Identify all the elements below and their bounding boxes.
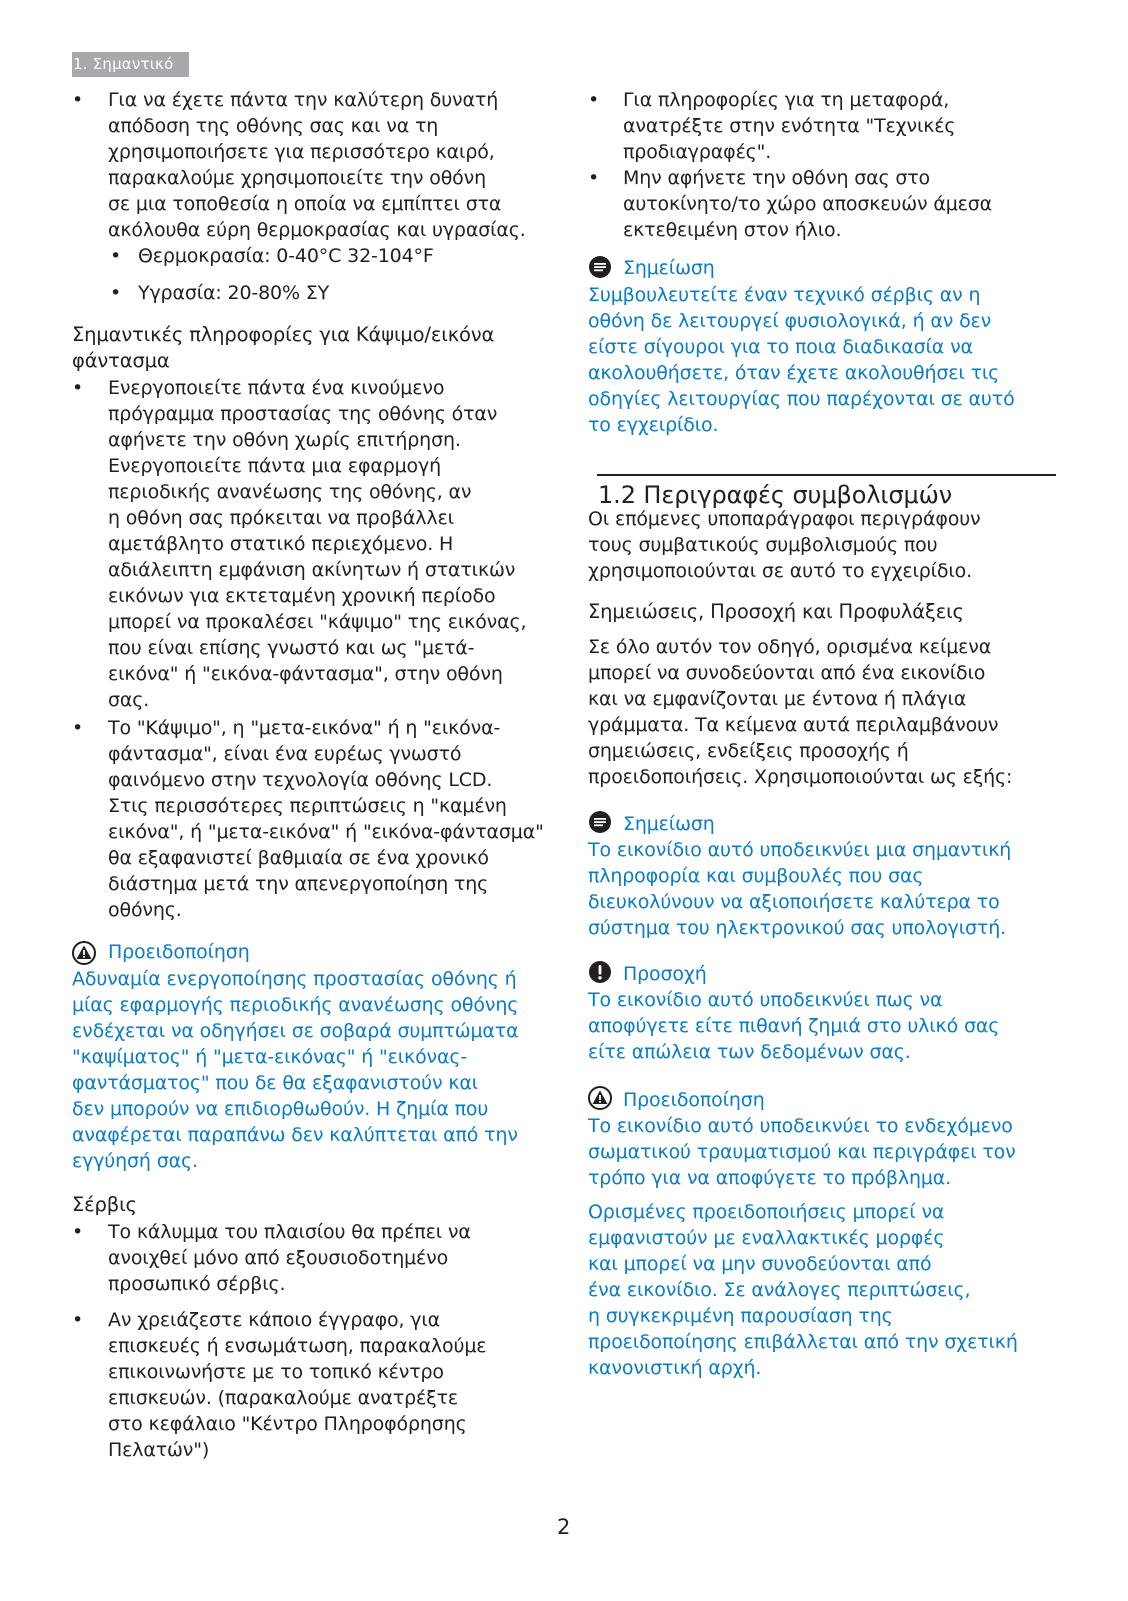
section-tag: 1. Σημαντικό bbox=[72, 52, 189, 77]
burn-in-text-line: φάντασμα", είναι ένα ευρέως γνωστό bbox=[108, 743, 462, 765]
section-rule bbox=[597, 474, 1056, 476]
note-text-line: οθόνη δε λειτουργεί φυσιολογικά, ή αν δεν bbox=[588, 310, 992, 332]
caution-text-line: αποφύγετε είτε πιθανή ζημιά στο υλικό σας bbox=[588, 1015, 1000, 1037]
service-text-line: Πελατών") bbox=[108, 1439, 210, 1461]
warning-text-line: Αδυναμία ενεργοποίησης προστασίας οθόνης ή bbox=[72, 968, 517, 990]
caution-text-line: είτε απώλεια των δεδομένων σας. bbox=[588, 1041, 911, 1063]
burn-in-text-line: αδιάλειπτη εμφάνιση ακίνητων ή στατικών bbox=[108, 559, 516, 581]
bullet-service-2: • bbox=[72, 1309, 84, 1331]
page-number: 2 bbox=[557, 1515, 571, 1539]
service-text-line: Αν χρειάζεστε κάποιο έγγραφο, για bbox=[108, 1309, 441, 1331]
intro-text-line: τους συμβατικούς συμβολισμούς που bbox=[588, 534, 938, 556]
final-text-line: Ορισμένες προειδοποιήσεις μπορεί να bbox=[588, 1201, 945, 1223]
final-text-line: και μπορεί να μην συνοδεύονται από bbox=[588, 1253, 932, 1275]
burn-in-text-line: εικόνα", ή "μετα-εικόνα" ή "εικόνα-φάντασμα" bbox=[108, 821, 544, 843]
service-text-line: προσωπικό σέρβις. bbox=[108, 1273, 286, 1295]
service-text-line: στο κεφάλαιο "Κέντρο Πληροφόρησης bbox=[108, 1413, 467, 1435]
burn-in-heading: Σημαντικές πληροφορίες για Κάψιμο/εικόνα bbox=[72, 323, 495, 346]
final-text-line: ένα εικονίδιο. Σε ανάλογες περιπτώσεις, bbox=[588, 1279, 971, 1301]
note-title: Σημείωση bbox=[623, 257, 715, 279]
final-text-line: προειδοποίησης επιβάλλεται από την σχετική bbox=[588, 1331, 1018, 1353]
caution-icon bbox=[588, 960, 612, 984]
burn-in-text-line: οθόνης. bbox=[108, 899, 182, 921]
burn-in-text-line: που είναι επίσης γνωστό και ως "μετά- bbox=[108, 637, 475, 659]
env-text-line: χρησιμοποιήσετε για περισσότερο καιρό, bbox=[108, 141, 495, 163]
service-text-line: ανοιχθεί μόνο από εξουσιοδοτημένο bbox=[108, 1247, 449, 1269]
final-text-line: η συγκεκριμένη παρουσίαση της bbox=[588, 1305, 893, 1327]
warning-icon bbox=[72, 941, 96, 965]
burn-in-text-line: θα εξαφανιστεί βαθμιαία σε ένα χρονικό bbox=[108, 847, 489, 869]
car-text-line: αυτοκίνητο/το χώρο αποσκευών άμεσα bbox=[623, 193, 993, 215]
bullet-temp: • bbox=[110, 245, 122, 267]
intro-text-line: Οι επόμενες υποπαράγραφοι περιγράφουν bbox=[588, 508, 981, 530]
final-text-line: εμφανιστούν με εναλλακτικές μορφές bbox=[588, 1227, 945, 1249]
warning-text-line: Το εικονίδιο αυτό υποδεικνύει το ενδεχόμενο bbox=[588, 1115, 1013, 1137]
warning-title: Προειδοποίηση bbox=[623, 1089, 765, 1111]
bullet-service-1: • bbox=[72, 1221, 84, 1243]
burn-in-text-line: Το "Κάψιμο", η "μετα-εικόνα" ή η "εικόνα- bbox=[108, 717, 501, 739]
note-title: Σημείωση bbox=[623, 813, 715, 835]
burn-in-text-line: πρόγραμμα προστασίας της οθόνης όταν bbox=[108, 403, 498, 425]
warning-text-line: τρόπο για να αποφύγετε το πρόβλημα. bbox=[588, 1167, 952, 1189]
transport-text-line: προδιαγραφές". bbox=[623, 141, 772, 163]
humidity-spec: Υγρασία: 20-80% ΣΥ bbox=[138, 282, 330, 304]
notes-text-line: και να εμφανίζονται με έντονα ή πλάγια bbox=[588, 688, 967, 710]
env-text-line: παρακαλούμε χρησιμοποιείτε την οθόνη bbox=[108, 167, 486, 189]
warning-text-line: σωματικού τραυματισμού και περιγράφει τον bbox=[588, 1141, 1016, 1163]
note-text-line: Συμβουλευτείτε έναν τεχνικό σέρβις αν η bbox=[588, 284, 981, 306]
note-icon bbox=[588, 255, 612, 279]
intro-text-line: χρησιμοποιούνται σε αυτό το εγχειρίδιο. bbox=[588, 560, 973, 582]
section-title: 1.2 Περιγραφές συμβολισμών bbox=[598, 481, 953, 509]
service-text-line: επισκευές ή ενσωμάτωση, παρακαλούμε bbox=[108, 1335, 487, 1357]
burn-in-text-line: διάστημα μετά την απενεργοποίηση της bbox=[108, 873, 489, 895]
env-text-line: σε μια τοποθεσία η οποία να εμπίπτει στα bbox=[108, 193, 502, 215]
notes-text-line: Σε όλο αυτόν τον οδηγό, ορισμένα κείμενα bbox=[588, 636, 992, 658]
burn-in-text-line: εικόνων για εκτεταμένη χρονική περίοδο bbox=[108, 585, 496, 607]
notes-text-line: σημειώσεις, ενδείξεις προσοχής ή bbox=[588, 740, 909, 762]
bullet-burn-2: • bbox=[72, 717, 84, 739]
note-text-line: Το εικονίδιο αυτό υποδεικνύει μια σημαντική bbox=[588, 839, 1012, 861]
note-icon bbox=[588, 810, 612, 834]
note-text-line: διευκολύνουν να αξιοποιήσετε καλύτερα το bbox=[588, 891, 1000, 913]
burn-in-text-line: Στις περισσότερες περιπτώσεις η "καμένη bbox=[108, 795, 507, 817]
bullet-env: • bbox=[72, 89, 84, 111]
warning-text-line: εγγύησή σας. bbox=[72, 1150, 198, 1172]
note-text-line: το εγχειρίδιο. bbox=[588, 414, 719, 436]
transport-text-line: Για πληροφορίες για τη μεταφορά, bbox=[623, 89, 950, 111]
temperature-spec: Θερμοκρασία: 0-40°C 32-104°F bbox=[138, 245, 434, 267]
caution-title: Προσοχή bbox=[623, 963, 707, 985]
bullet-transport: • bbox=[588, 89, 600, 111]
notes-text-line: γράμματα. Τα κείμενα αυτά περιλαμβάνουν bbox=[588, 714, 999, 736]
service-text-line: Το κάλυμμα του πλαισίου θα πρέπει να bbox=[108, 1221, 471, 1243]
bullet-burn-1: • bbox=[72, 377, 84, 399]
env-text-line: απόδοση της οθόνης σας και να τη bbox=[108, 115, 439, 137]
bullet-humidity: • bbox=[110, 282, 122, 304]
note-text-line: είστε σίγουροι για το ποια διαδικασία να bbox=[588, 336, 973, 358]
final-text-line: κανονιστική αρχή. bbox=[588, 1357, 762, 1379]
warning-text-line: ενδέχεται να οδηγήσει σε σοβαρά συμπτώματα bbox=[72, 1020, 519, 1042]
warning-title: Προειδοποίηση bbox=[108, 941, 250, 963]
service-text-line: επισκευών. (παρακαλούμε ανατρέξτε bbox=[108, 1387, 458, 1409]
notes-heading: Σημειώσεις, Προσοχή και Προφυλάξεις bbox=[588, 600, 964, 623]
warning-text-line: αναφέρεται παραπάνω δεν καλύπτεται από την bbox=[72, 1124, 518, 1146]
service-text-line: επικοινωνήστε με το τοπικό κέντρο bbox=[108, 1361, 444, 1383]
car-text-line: Μην αφήνετε την οθόνη σας στο bbox=[623, 167, 931, 189]
bullet-car: • bbox=[588, 167, 600, 189]
env-text-line: ακόλουθα εύρη θερμοκρασίας και υγρασίας. bbox=[108, 219, 526, 241]
transport-text-line: ανατρέξτε στην ενότητα "Τεχνικές bbox=[623, 115, 956, 137]
car-text-line: εκτεθειμένη στον ήλιο. bbox=[623, 219, 842, 241]
service-heading: Σέρβις bbox=[72, 1193, 137, 1216]
note-text-line: πληροφορία και συμβουλές που σας bbox=[588, 865, 924, 887]
env-text-line: Για να έχετε πάντα την καλύτερη δυνατή bbox=[108, 89, 499, 111]
note-text-line: οδηγίες λειτουργίας που παρέχονται σε αυτό bbox=[588, 388, 1015, 410]
warning-text-line: "καψίματος" ή "μετα-εικόνας" ή "εικόνας- bbox=[72, 1046, 468, 1068]
burn-in-text-line: μπορεί να προκαλέσει "κάψιμο" της εικόνας, bbox=[108, 611, 527, 633]
warning-text-line: μίας εφαρμογής περιοδικής ανανέωσης οθόνης bbox=[72, 994, 519, 1016]
burn-in-text-line: αφήνετε την οθόνη χωρίς επιτήρηση. bbox=[108, 429, 461, 451]
notes-text-line: μπορεί να συνοδεύονται από ένα εικονίδιο bbox=[588, 662, 986, 684]
burn-in-text-line: η οθόνη σας πρόκειται να προβάλλει bbox=[108, 507, 454, 529]
note-text-line: ακολουθήσετε, όταν έχετε ακολουθήσει τις bbox=[588, 362, 1000, 384]
warning-text-line: φαντάσματος" που δε θα εξαφανιστούν και bbox=[72, 1072, 479, 1094]
burn-in-text-line: εικόνα" ή "εικόνα-φάντασμα", στην οθόνη bbox=[108, 663, 503, 685]
note-text-line: σύστημα του ηλεκτρονικού σας υπολογιστή. bbox=[588, 917, 1007, 939]
burn-in-text-line: αμετάβλητο στατικό περιεχόμενο. Η bbox=[108, 533, 454, 555]
burn-in-text-line: φαινόμενο στην τεχνολογία οθόνης LCD. bbox=[108, 769, 493, 791]
burn-in-text-line: σας. bbox=[108, 689, 150, 711]
burn-in-heading: φάντασμα bbox=[72, 349, 170, 372]
burn-in-text-line: περιοδικής ανανέωσης της οθόνης, αν bbox=[108, 481, 472, 503]
burn-in-text-line: Ενεργοποιείτε πάντα μια εφαρμογή bbox=[108, 455, 442, 477]
burn-in-text-line: Ενεργοποιείτε πάντα ένα κινούμενο bbox=[108, 377, 445, 399]
warning-text-line: δεν μπορούν να επιδιορθωθούν. Η ζημία που bbox=[72, 1098, 489, 1120]
notes-text-line: προειδοποιήσεις. Χρησιμοποιούνται ως εξής: bbox=[588, 766, 1013, 788]
warning-icon bbox=[588, 1086, 612, 1110]
caution-text-line: Το εικονίδιο αυτό υποδεικνύει πως να bbox=[588, 989, 943, 1011]
